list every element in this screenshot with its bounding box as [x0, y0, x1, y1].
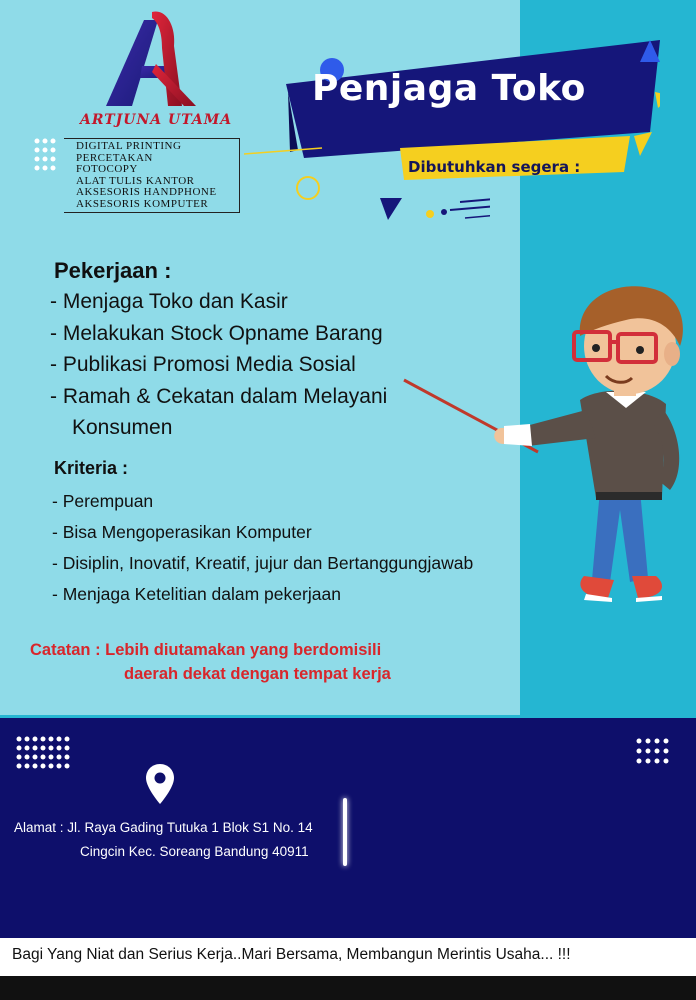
list-item-continuation: Konsumen — [72, 416, 173, 439]
service-item: DIGITAL PRINTING — [76, 140, 182, 152]
dots-decoration — [636, 738, 670, 768]
job-list — [50, 286, 387, 444]
list-item: - Disiplin, Inovatif, Kreatif, jujur dan Bertanggungjawab — [52, 553, 474, 573]
service-item: FOTOCOPY — [76, 163, 138, 175]
service-item: PERCETAKAN — [76, 151, 153, 164]
note-line: Catatan : Lebih diutamakan yang berdomisili — [30, 641, 382, 659]
footer-bar — [0, 976, 696, 1000]
dots-decoration — [16, 736, 76, 770]
job-heading: Pekerjaan : — [54, 258, 172, 283]
banner-lines — [244, 146, 324, 158]
list-item: - Melakukan Stock Opname Barang — [50, 321, 383, 345]
address — [14, 816, 313, 864]
criteria-heading: Kriteria : — [54, 458, 129, 478]
list-item: - Bisa Mengoperasikan Komputer — [52, 522, 312, 542]
map-pin-icon — [146, 764, 174, 804]
brand-name: ARTJUNA UTAMA — [80, 112, 233, 128]
tagline: Bagi Yang Niat dan Serius Kerja..Mari Bersama, Membangun Merintis Usaha... !!! — [12, 946, 571, 963]
list-item: - Publikasi Promosi Media Sosial — [50, 353, 356, 376]
service-item: AKSESORIS HANDPHONE — [76, 186, 217, 198]
address-line: Cingcin Kec. Soreang Bandung 40911 — [80, 844, 309, 859]
list-item: - Menjaga Toko dan Kasir — [50, 290, 288, 313]
note-line: daerah dekat dengan tempat kerja — [124, 665, 391, 683]
page-title: Penjaga Toko — [312, 68, 586, 109]
divider — [343, 798, 347, 866]
services-list — [64, 138, 240, 213]
list-item: - Ramah & Cekatan dalam Melayani — [50, 384, 388, 408]
artjuna-logo — [96, 6, 206, 116]
address-line: Alamat : Jl. Raya Gading Tutuka 1 Blok S1 No. 14 — [14, 820, 313, 835]
banner-decoration — [290, 168, 490, 228]
list-item: - Perempuan — [52, 491, 154, 511]
page-subtitle: Dibutuhkan segera : — [408, 158, 581, 176]
note — [30, 638, 391, 686]
list-item: - Menjaga Ketelitian dalam pekerjaan — [52, 584, 341, 604]
dots-decoration — [34, 138, 60, 178]
teacher-illustration — [400, 280, 696, 610]
service-item: ALAT TULIS KANTOR — [76, 174, 195, 187]
service-item: AKSESORIS KOMPUTER — [76, 197, 209, 210]
